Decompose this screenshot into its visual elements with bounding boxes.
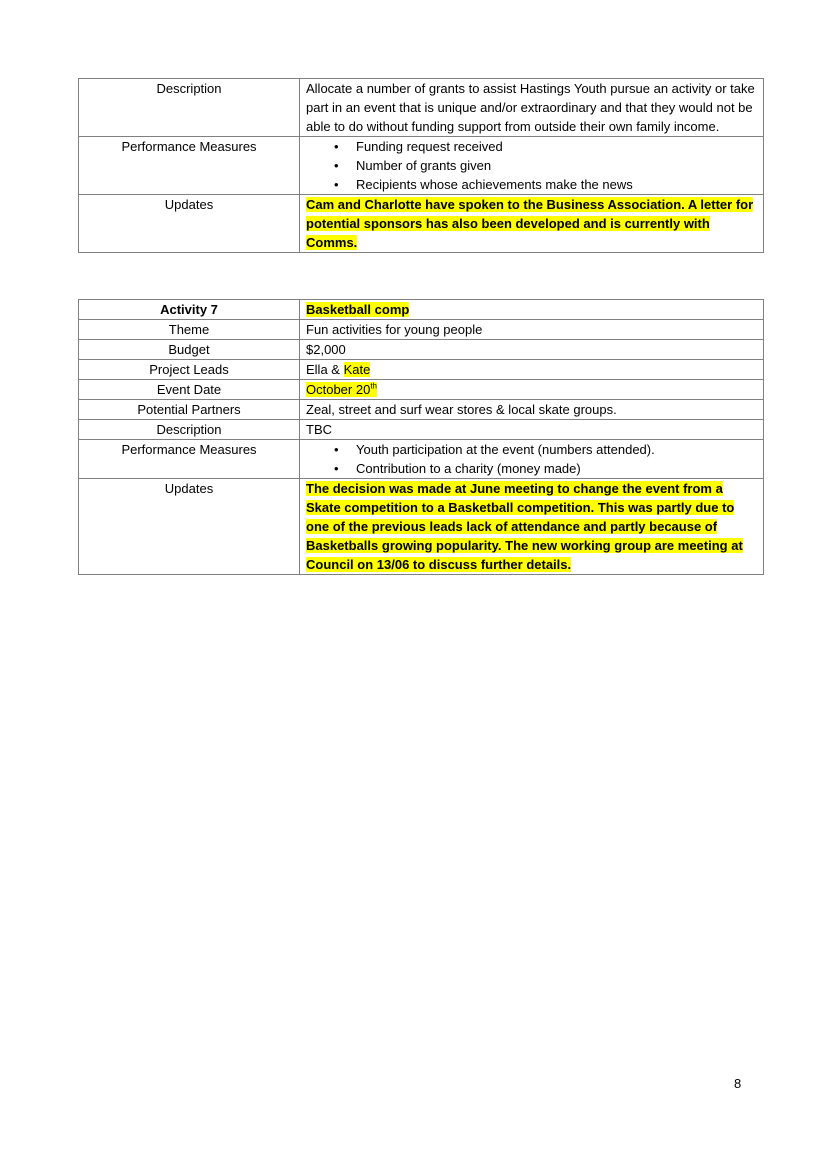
table-row — [79, 79, 764, 137]
performance-measures-list — [306, 440, 757, 478]
table-row — [79, 400, 764, 420]
project-leads-label: Project Leads — [79, 360, 300, 380]
updates-value: Cam and Charlotte have spoken to the Business Association. A letter for potential sponsors has also been developed and is currently with Comms. — [306, 197, 754, 250]
table-row — [79, 137, 764, 195]
list-item: • Funding request received — [356, 137, 757, 156]
description-label: Description — [79, 420, 300, 440]
list-item: • Number of grants given — [356, 156, 757, 175]
page-number: 8 — [734, 1076, 742, 1091]
activity-name-cell — [300, 300, 764, 320]
event-date-suffix: th — [370, 381, 377, 391]
event-date-value — [306, 382, 377, 397]
description-value: Allocate a number of grants to assist Hastings Youth pursue an activity or take part in an event that is unique and/or extraordinary and that they would not be able to do without funding support from outside their own family income. — [300, 79, 764, 137]
updates-value: The decision was made at June meeting to change the event from a Skate competition to a Basketball competition. This was partly due to one of the previous leads lack of attendance and partly because of Basketballs growing popularity. The new working group are meeting at Council on 13/06 to discuss further details. — [306, 481, 743, 572]
list-item: • Youth participation at the event (numbers attended). — [356, 440, 757, 459]
updates-value-cell — [300, 195, 764, 253]
list-item: • Recipients whose achievements make the news — [356, 175, 757, 194]
project-leads-value: Ella & — [306, 362, 344, 377]
potential-partners-label: Potential Partners — [79, 400, 300, 420]
table-row — [79, 320, 764, 340]
event-date-label: Event Date — [79, 380, 300, 400]
table-row — [79, 479, 764, 575]
budget-label: Budget — [79, 340, 300, 360]
updates-label: Updates — [79, 479, 300, 575]
table-row — [79, 360, 764, 380]
table-row — [79, 380, 764, 400]
performance-measures-list-cell — [300, 440, 764, 479]
budget-value: $2,000 — [300, 340, 764, 360]
activity-7-table — [78, 299, 764, 575]
table-row — [79, 195, 764, 253]
performance-measures-label: Performance Measures — [79, 137, 300, 195]
description-value: TBC — [300, 420, 764, 440]
updates-value-cell — [300, 479, 764, 575]
potential-partners-value: Zeal, street and surf wear stores & local skate groups. — [300, 400, 764, 420]
event-date-text: October 20 — [306, 382, 371, 397]
table-row — [79, 340, 764, 360]
table-row — [79, 420, 764, 440]
list-item: • Contribution to a charity (money made) — [356, 459, 757, 478]
activity-name: Basketball comp — [306, 302, 410, 317]
theme-value: Fun activities for young people — [300, 320, 764, 340]
performance-measures-label: Performance Measures — [79, 440, 300, 479]
table-row — [79, 300, 764, 320]
updates-label: Updates — [79, 195, 300, 253]
performance-measures-list — [306, 137, 757, 194]
grants-table — [78, 78, 764, 253]
performance-measures-list-cell — [300, 137, 764, 195]
project-leads-cell — [300, 360, 764, 380]
table-row — [79, 440, 764, 479]
activity-label: Activity 7 — [79, 300, 300, 320]
event-date-cell — [300, 380, 764, 400]
project-leads-highlighted: Kate — [343, 362, 371, 377]
theme-label: Theme — [79, 320, 300, 340]
description-label: Description — [79, 79, 300, 137]
